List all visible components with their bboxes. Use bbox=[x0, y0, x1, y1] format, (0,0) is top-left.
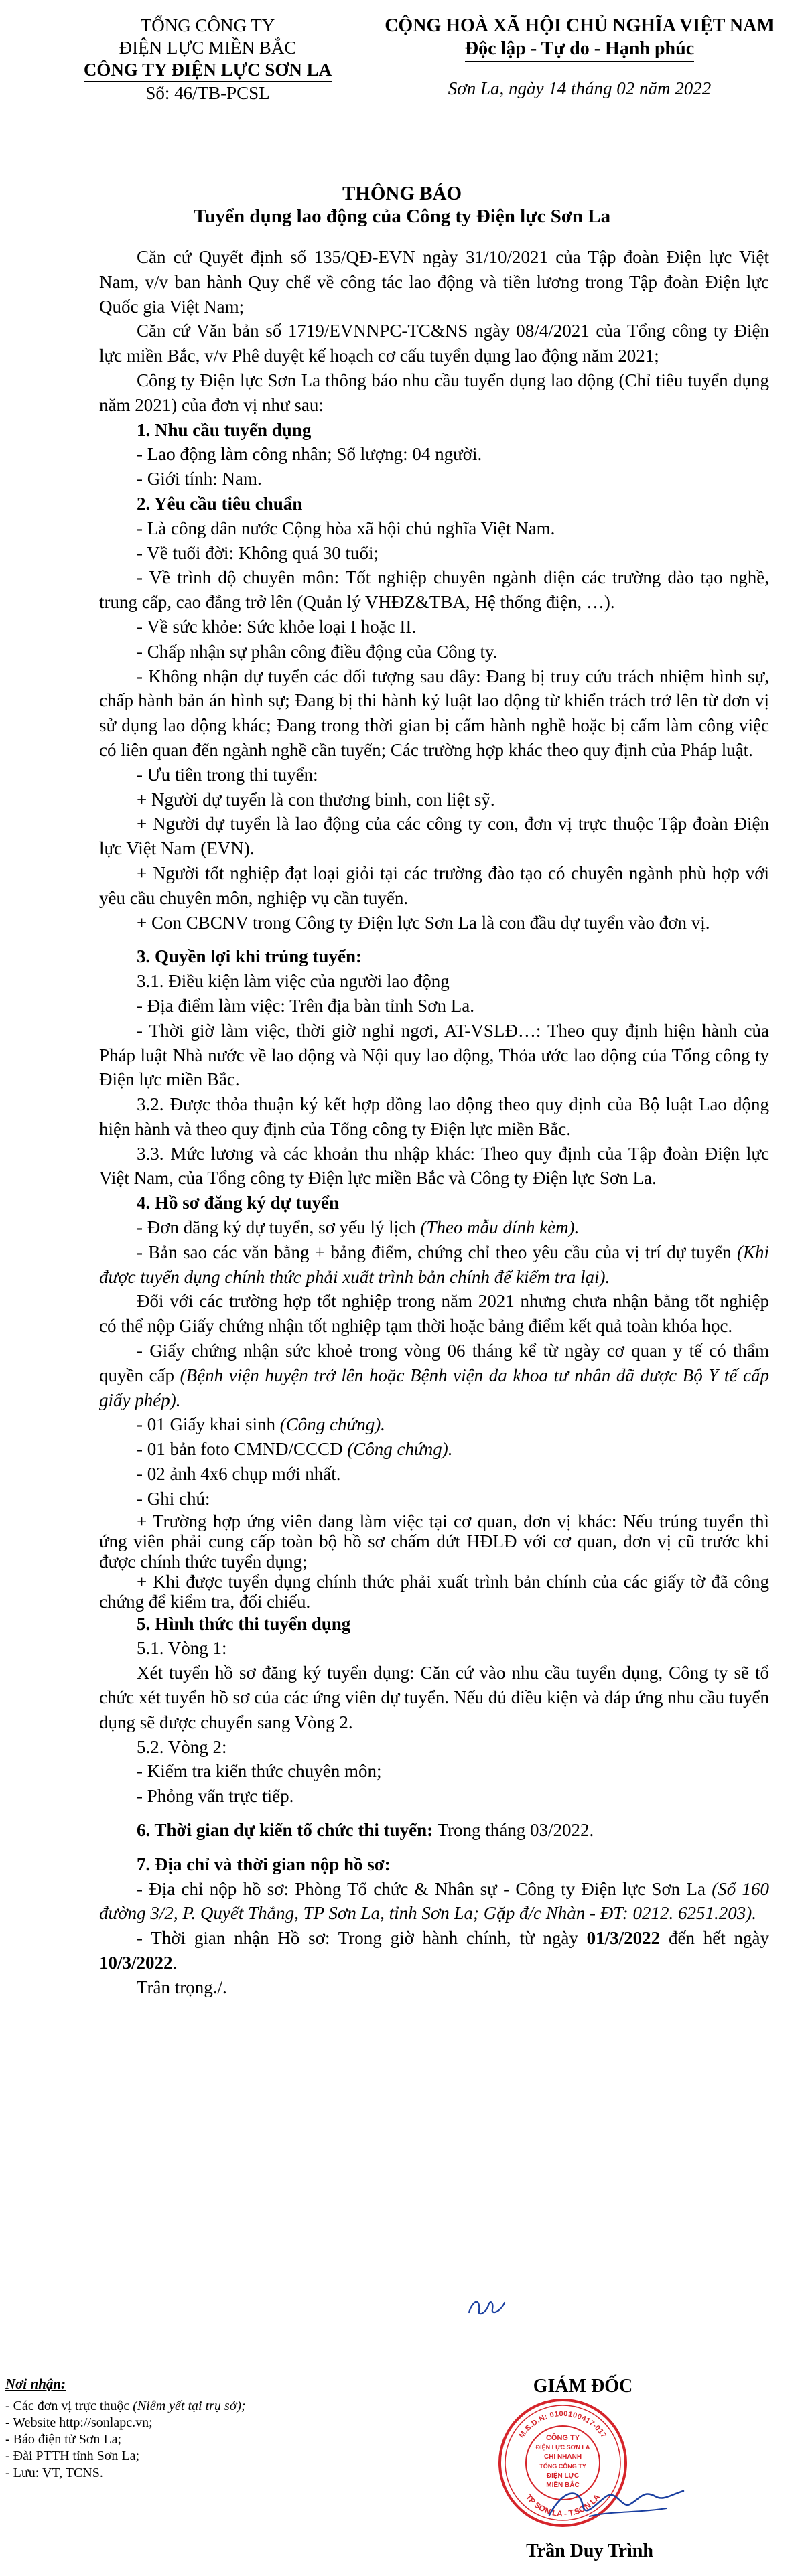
recipient-item: - Đài PTTH tỉnh Sơn La; bbox=[5, 2449, 139, 2464]
section-6-heading: 6. Thời gian dự kiến tổ chức thi tuyển: bbox=[137, 1820, 433, 1841]
note-item: + Khi được tuyển dụng chính thức phải xuất trình bản chính của các giấy tờ đã công chứng để kiểm tra, đối chiếu. bbox=[99, 1571, 769, 1612]
recipient-item: - Website http://sonlapc.vn; bbox=[5, 2415, 153, 2430]
section-4-item: Đối với các trường hợp tốt nghiệp trong năm 2021 nhưng chưa nhận bằng tốt nghiệp có thể nộp Giấy chứng nhận tốt nghiệp tạm thời hoặc bảng điểm kết quả toàn khóa học. bbox=[99, 1291, 769, 1337]
section-7-item bbox=[99, 1926, 769, 1975]
section-3-heading: 3. Quyền lợi khi trúng tuyển: bbox=[137, 946, 362, 967]
issuer-name: CÔNG TY ĐIỆN LỰC SƠN LA bbox=[84, 59, 332, 82]
item-text: - Địa chỉ nộp hồ sơ: Phòng Tổ chức & Nhân sự - Công ty Điện lực Sơn La bbox=[137, 1878, 712, 1899]
section-5-item: - Kiểm tra kiến thức chuyên môn; bbox=[137, 1761, 382, 1782]
signer-name: Trần Duy Trình bbox=[526, 2541, 653, 2561]
section-5-item: Xét tuyển hồ sơ đăng ký tuyển dụng: Căn cứ vào nhu cầu tuyển dụng, Công ty sẽ tổ chức xét tuyển hồ sơ của các ứng viên dự tuyển. Nếu đủ điều kiện và đáp ứng nhu cầu tuyển dụng sẽ được chuyển sang Vòng 2. bbox=[99, 1663, 769, 1732]
section-3-item: - Địa điểm làm việc: Trên địa bàn tỉnh Sơn La. bbox=[137, 995, 474, 1016]
item-note: (Công chứng). bbox=[347, 1439, 453, 1460]
section-5-item: 5.1. Vòng 1: bbox=[137, 1638, 227, 1659]
stamp-city: TP SƠN LA - T.SƠN LA bbox=[523, 2492, 602, 2519]
item-text: - Bản sao các văn bằng + bảng điểm, chứng chỉ theo yêu cầu của vị trí dự tuyển bbox=[137, 1241, 737, 1262]
recipient-item bbox=[5, 2398, 407, 2415]
item-note: (Công chứng). bbox=[279, 1414, 385, 1435]
priority-item: + Người dự tuyển là lao động của các công ty con, đơn vị trực thuộc Tập đoàn Điện lực Việt Nam (EVN). bbox=[99, 814, 769, 859]
item-text: đến hết ngày bbox=[660, 1928, 770, 1949]
preamble-1: Căn cứ Quyết định số 135/QĐ-EVN ngày 31/10/2021 của Tập đoàn Điện lực Việt Nam, v/v ban hành Quy chế về công tác lao động và tiền lương trong Tập đoàn Điện lực Quốc gia Việt Nam; bbox=[99, 247, 769, 317]
section-2-item: - Ưu tiên trong thi tuyển: bbox=[137, 764, 318, 785]
stamp-line: CÔNG TY bbox=[545, 2434, 580, 2442]
section-2-item: - Là công dân nước Cộng hòa xã hội chủ nghĩa Việt Nam. bbox=[137, 518, 555, 538]
nation-header bbox=[379, 15, 781, 100]
recipients-label: Nơi nhận: bbox=[5, 2376, 66, 2392]
section-5-heading: 5. Hình thức thi tuyển dụng bbox=[137, 1613, 351, 1634]
section-2-item: - Về trình độ chuyên môn: Tốt nghiệp chuyên ngành điện các trường đào tạo nghề, trung cấp, cao đẳng trở lên (Quản lý VHĐZ&TBA, Hệ thống điện, …). bbox=[99, 567, 769, 613]
section-7-item bbox=[99, 1877, 769, 1926]
stamp-line: ĐIỆN LỰC bbox=[546, 2472, 580, 2480]
section-4-item bbox=[99, 1215, 769, 1240]
national-motto: Độc lập - Tự do - Hạnh phúc bbox=[465, 37, 694, 62]
recipient-note: (Niêm yết tại trụ sở); bbox=[133, 2399, 246, 2413]
title-line2: Tuyển dụng lao động của Công ty Điện lực Sơn La bbox=[193, 206, 611, 227]
signature-block bbox=[442, 2376, 724, 2570]
section-3-item: 3.1. Điều kiện làm việc của người lao động bbox=[137, 971, 450, 992]
section-4-item bbox=[99, 1339, 769, 1412]
item-text: . bbox=[172, 1953, 178, 1973]
stamp-line: TỔNG CÔNG TY bbox=[539, 2463, 586, 2470]
start-date: 01/3/2022 bbox=[586, 1928, 661, 1949]
priority-item: + Người tốt nghiệp đạt loại giỏi tại các trường đào tạo có chuyên ngành phù hợp với yêu cầu chuyên môn, nghiệp vụ cần tuyển. bbox=[99, 862, 769, 908]
section-4-item: - 02 ảnh 4x6 chụp mới nhất. bbox=[137, 1464, 341, 1485]
priority-item: + Con CBCNV trong Công ty Điện lực Sơn La là con đầu dự tuyển vào đơn vị. bbox=[137, 912, 710, 933]
section-4-item bbox=[99, 1412, 769, 1437]
document-body bbox=[99, 245, 769, 2000]
closing-line: Trân trọng./. bbox=[137, 1977, 227, 1997]
section-1-item: - Giới tính: Nam. bbox=[137, 469, 262, 489]
recipient-item: - Lưu: VT, TCNS. bbox=[5, 2466, 103, 2480]
stamp-line: ĐIỆN LỰC SƠN LA bbox=[535, 2444, 590, 2451]
recipients-block bbox=[5, 2376, 407, 2482]
title-line1: THÔNG BÁO bbox=[342, 183, 462, 204]
section-5-item: - Phỏng vấn trực tiếp. bbox=[137, 1786, 294, 1807]
preamble-2: Căn cứ Văn bản số 1719/EVNNPC-TC&NS ngày 08/4/2021 của Tổng công ty Điện lực miền Bắc, v/v Phê duyệt kế hoạch cơ cấu tuyển dụng lao động năm 2021; bbox=[99, 321, 769, 366]
stamp-line: MIỀN BẮC bbox=[546, 2482, 580, 2489]
nation-name: CỘNG HOÀ XÃ HỘI CHỦ NGHĨA VIỆT NAM bbox=[385, 15, 775, 36]
end-date: 10/3/2022 bbox=[99, 1953, 173, 1973]
stamp-number: M.S.D.N: 0100100417-017 bbox=[517, 2409, 608, 2440]
section-2-item: - Không nhận dự tuyển các đối tượng sau đây: Đang bị truy cứu trách nhiệm hình sự, chấp hành bản án hình sự; Đang bị thi hành kỷ luật lao động từ khiển trách trở lên từ đơn vị sử dụng lao động khác; Đang trong thời gian bị cấm hành nghề hoặc bị cấm làm công việc có liên quan đến ngành nghề cần tuyển; Các trường hợp khác theo quy định của Pháp luật. bbox=[99, 666, 769, 760]
item-text: - Thời gian nhận Hồ sơ: Trong giờ hành chính, từ ngày bbox=[137, 1928, 587, 1949]
note-item: + Trường hợp ứng viên đang làm việc tại cơ quan, đơn vị khác: Nếu trúng tuyển thì ứng viên phải cung cấp toàn bộ hồ sơ chấm dứt HĐLĐ với cơ quan, đơn vị cũ trước khi được chính thức tuyển dụng; bbox=[99, 1511, 769, 1572]
item-note: (Bệnh viện huyện trở lên hoặc Bệnh viện đa khoa tư nhân đã được Bộ Y tế cấp giấy phép). bbox=[99, 1365, 769, 1410]
section-6 bbox=[99, 1818, 769, 1843]
initial-signature-icon bbox=[466, 2293, 513, 2320]
parent-org-line2: ĐIỆN LỰC MIỀN BẮC bbox=[119, 37, 297, 58]
section-2-heading: 2. Yêu cầu tiêu chuẩn bbox=[137, 493, 303, 514]
item-text: - 01 Giấy khai sinh bbox=[137, 1414, 280, 1435]
section-5-item: 5.2. Vòng 2: bbox=[137, 1736, 227, 1757]
section-1-item: - Lao động làm công nhân; Số lượng: 04 người. bbox=[137, 444, 482, 465]
section-2-item: - Về sức khỏe: Sức khỏe loại I hoặc II. bbox=[137, 616, 417, 637]
stamp-line: CHI NHÁNH bbox=[543, 2453, 582, 2461]
item-note: (Số 160 đường 3/2, P. Quyết Thắng, TP Sơn La, tỉnh Sơn La; Gặp đ/c Nhàn - ĐT: 0212. 6251.203). bbox=[99, 1878, 769, 1924]
section-4-item bbox=[99, 1240, 769, 1290]
section-3-item: 3.3. Mức lương và các khoản thu nhập khác: Theo quy định của Tập đoàn Điện lực Việt Nam, của Tổng công ty Điện lực miền Bắc và Công ty Điện lực Sơn La. bbox=[99, 1143, 769, 1189]
item-text: - 01 bản foto CMND/CCCD bbox=[137, 1439, 348, 1460]
section-4-item: - Ghi chú: bbox=[137, 1488, 210, 1509]
section-4-heading: 4. Hồ sơ đăng ký dự tuyển bbox=[137, 1193, 339, 1213]
document-title bbox=[0, 182, 804, 228]
item-text: - Đơn đăng ký dự tuyển, sơ yếu lý lịch bbox=[137, 1217, 421, 1238]
section-1-heading: 1. Nhu cầu tuyển dụng bbox=[137, 419, 312, 440]
handwritten-signature-icon bbox=[543, 2476, 690, 2530]
item-note: (Khi được tuyển dụng chính thức phải xuất trình bản chính để kiểm tra lại). bbox=[99, 1241, 769, 1287]
signer-title: GIÁM ĐỐC bbox=[533, 2376, 633, 2397]
item-note: (Theo mẫu đính kèm). bbox=[420, 1217, 580, 1238]
issuer-header bbox=[67, 15, 348, 104]
item-text: - Giấy chứng nhận sức khoẻ trong vòng 06 tháng kể từ ngày cơ quan y tế có thẩm quyền cấp bbox=[99, 1341, 769, 1385]
section-2-item: - Về tuổi đời: Không quá 30 tuổi; bbox=[137, 542, 379, 563]
section-2-item: - Chấp nhận sự phân công điều động của Công ty. bbox=[137, 641, 498, 662]
recipient-text: - Các đơn vị trực thuộc bbox=[5, 2399, 133, 2413]
priority-item: + Người dự tuyển là con thương binh, con liệt sỹ. bbox=[137, 789, 495, 810]
section-3-item: - Thời giờ làm việc, thời giờ nghỉ ngơi, AT-VSLĐ…: Theo quy định hiện hành của Pháp luật Nhà nước về lao động và Nội quy lao động, Thỏa ước lao động của Tổng công ty Điện lực miền Bắc. bbox=[99, 1020, 769, 1090]
section-7-heading: 7. Địa chỉ và thời gian nộp hồ sơ: bbox=[137, 1853, 391, 1874]
document-number: Số: 46/TB-PCSL bbox=[145, 83, 270, 103]
recipient-item: - Báo điện tử Sơn La; bbox=[5, 2432, 122, 2447]
section-4-item bbox=[99, 1437, 769, 1462]
section-3-item: 3.2. Được thỏa thuận ký kết hợp đồng lao động theo quy định của Bộ luật Lao động hiện hành và theo quy định của Tổng công ty Điện lực miền Bắc. bbox=[99, 1094, 769, 1139]
section-6-text: Trong tháng 03/2022. bbox=[433, 1820, 594, 1841]
document-date: Sơn La, ngày 14 tháng 02 năm 2022 bbox=[448, 78, 712, 98]
parent-org-line1: TỔNG CÔNG TY bbox=[140, 15, 275, 35]
preamble-3: Công ty Điện lực Sơn La thông báo nhu cầu tuyển dụng lao động (Chỉ tiêu tuyển dụng năm 2021) của đơn vị như sau: bbox=[99, 370, 769, 415]
